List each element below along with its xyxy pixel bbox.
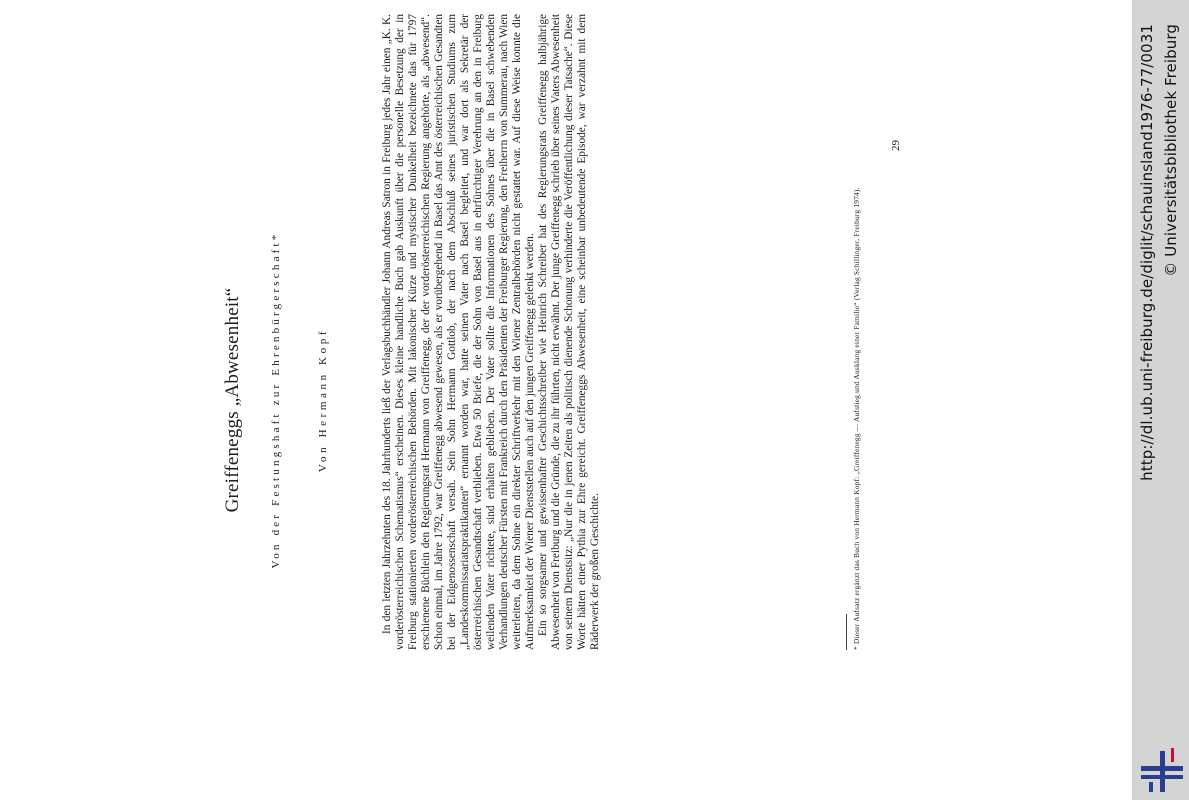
source-url-link[interactable]: http://dl.ub.uni-freiburg.de/diglit/schauinsland1976-77/0031: [1138, 24, 1156, 481]
article-body: [381, 14, 602, 650]
source-sidebar: [1132, 0, 1189, 800]
page-number: 29: [890, 140, 902, 151]
paragraph: Ein so sorgsamer und gewissenhafter Geschichtsschreiber wie Heinrich Schreiber hat des Regierungsrats Greiffenegg halbjährige Abwesenheit von Freiburg und die Gründe, die zu ihr führten, nicht erwähnt. Der junge Greiffenegg schrieb über seines Vaters Abwesenheit von seinem Dienstsitz: „Nur die in jenen Zeiten als politisch dienende Schonung verhinderte die Veröffentlichung dieser Tatsache“. Diese Worte hätten einer Pythia zur Ehre gereicht. Greiffeneggs Abwesenheit, eine scheinbar unbedeutende Episode, war verzahnt mit dem Räderwerk der großen Geschichte.: [537, 14, 601, 650]
article-author: Von Hermann Kopf: [317, 327, 329, 473]
article-title: Greiffeneggs „Abwesenheit“: [222, 287, 243, 513]
article-subtitle: Von der Festungshaft zur Ehrenbürgerschaft*: [270, 231, 282, 569]
copyright-notice: © Universitätsbibliothek Freiburg: [1162, 24, 1180, 277]
university-library-logo-icon: [1141, 748, 1183, 792]
paragraph: In den letzten Jahrzehnten des 18. Jahrhunderts ließ der Verlagsbuchhändler Johann Andreas Satron in Freiburg jedes Jahr einen „K. K. vorderösterreichischen Schematismus“ erscheinen. Dieses kleine handliche Buch gab Auskunft über die personelle Besetzung der in Freiburg stationierten vorderösterreichischen Behörden. Mit lakonischer Kürze und mystischer Dunkelheit bezeichnete das für 1797 erschienene Büchlein den Regierungsrat Hermann von Greiffenegg, der der vorderösterreichischen Regierung angehörte, als „abwesend“. Schon einmal, im Jahre 1792, war Greiffenegg abwesend gewesen, als er vorübergehend in Basel das Amt des österreichischen Gesandten bei der Eidgenossenschaft versah. Sein Sohn Hermann Gottlob, der nach dem Abschluß seines juristischen Studiums zum „Landeskommissariatspraktikanten“ ernannt worden war, hatte seinen Vater nach Basel begleitet, und war dort als Sekretär der österreichischen Gesandtschaft verblieben. Etwa 50 Briefe, die der Sohn von Basel aus in ehrfürchtiger Verehrung an den in Freiburg weilenden Vater richtete, sind erhalten geblieben. Der Vater sollte die Informationen des Sohnes über die in Basel schwebenden Verhandlungen deutscher Fürsten mit Frankreich durch den Präsidenten der Freiburger Regierung, den Freiherrn von Summerau, nach Wien weiterleiten, da dem Sohne ein direkter Schriftverkehr mit den Wiener Zentralbehörden nicht gestattet war. Auf diese Weise konnte die Aufmerksamkeit der Wiener Dienststellen auch auf den jungen Greiffenegg gelenkt werden.: [381, 14, 536, 650]
footnote-divider: [846, 614, 847, 650]
footnote: * Dieser Aufsatz ergänzt das Buch von Hermann Kopf: „Greiffenegg — Aufstieg und Ausklang einer Familie“ (Verlag Schillinger, Freiburg 1974).: [852, 187, 861, 650]
